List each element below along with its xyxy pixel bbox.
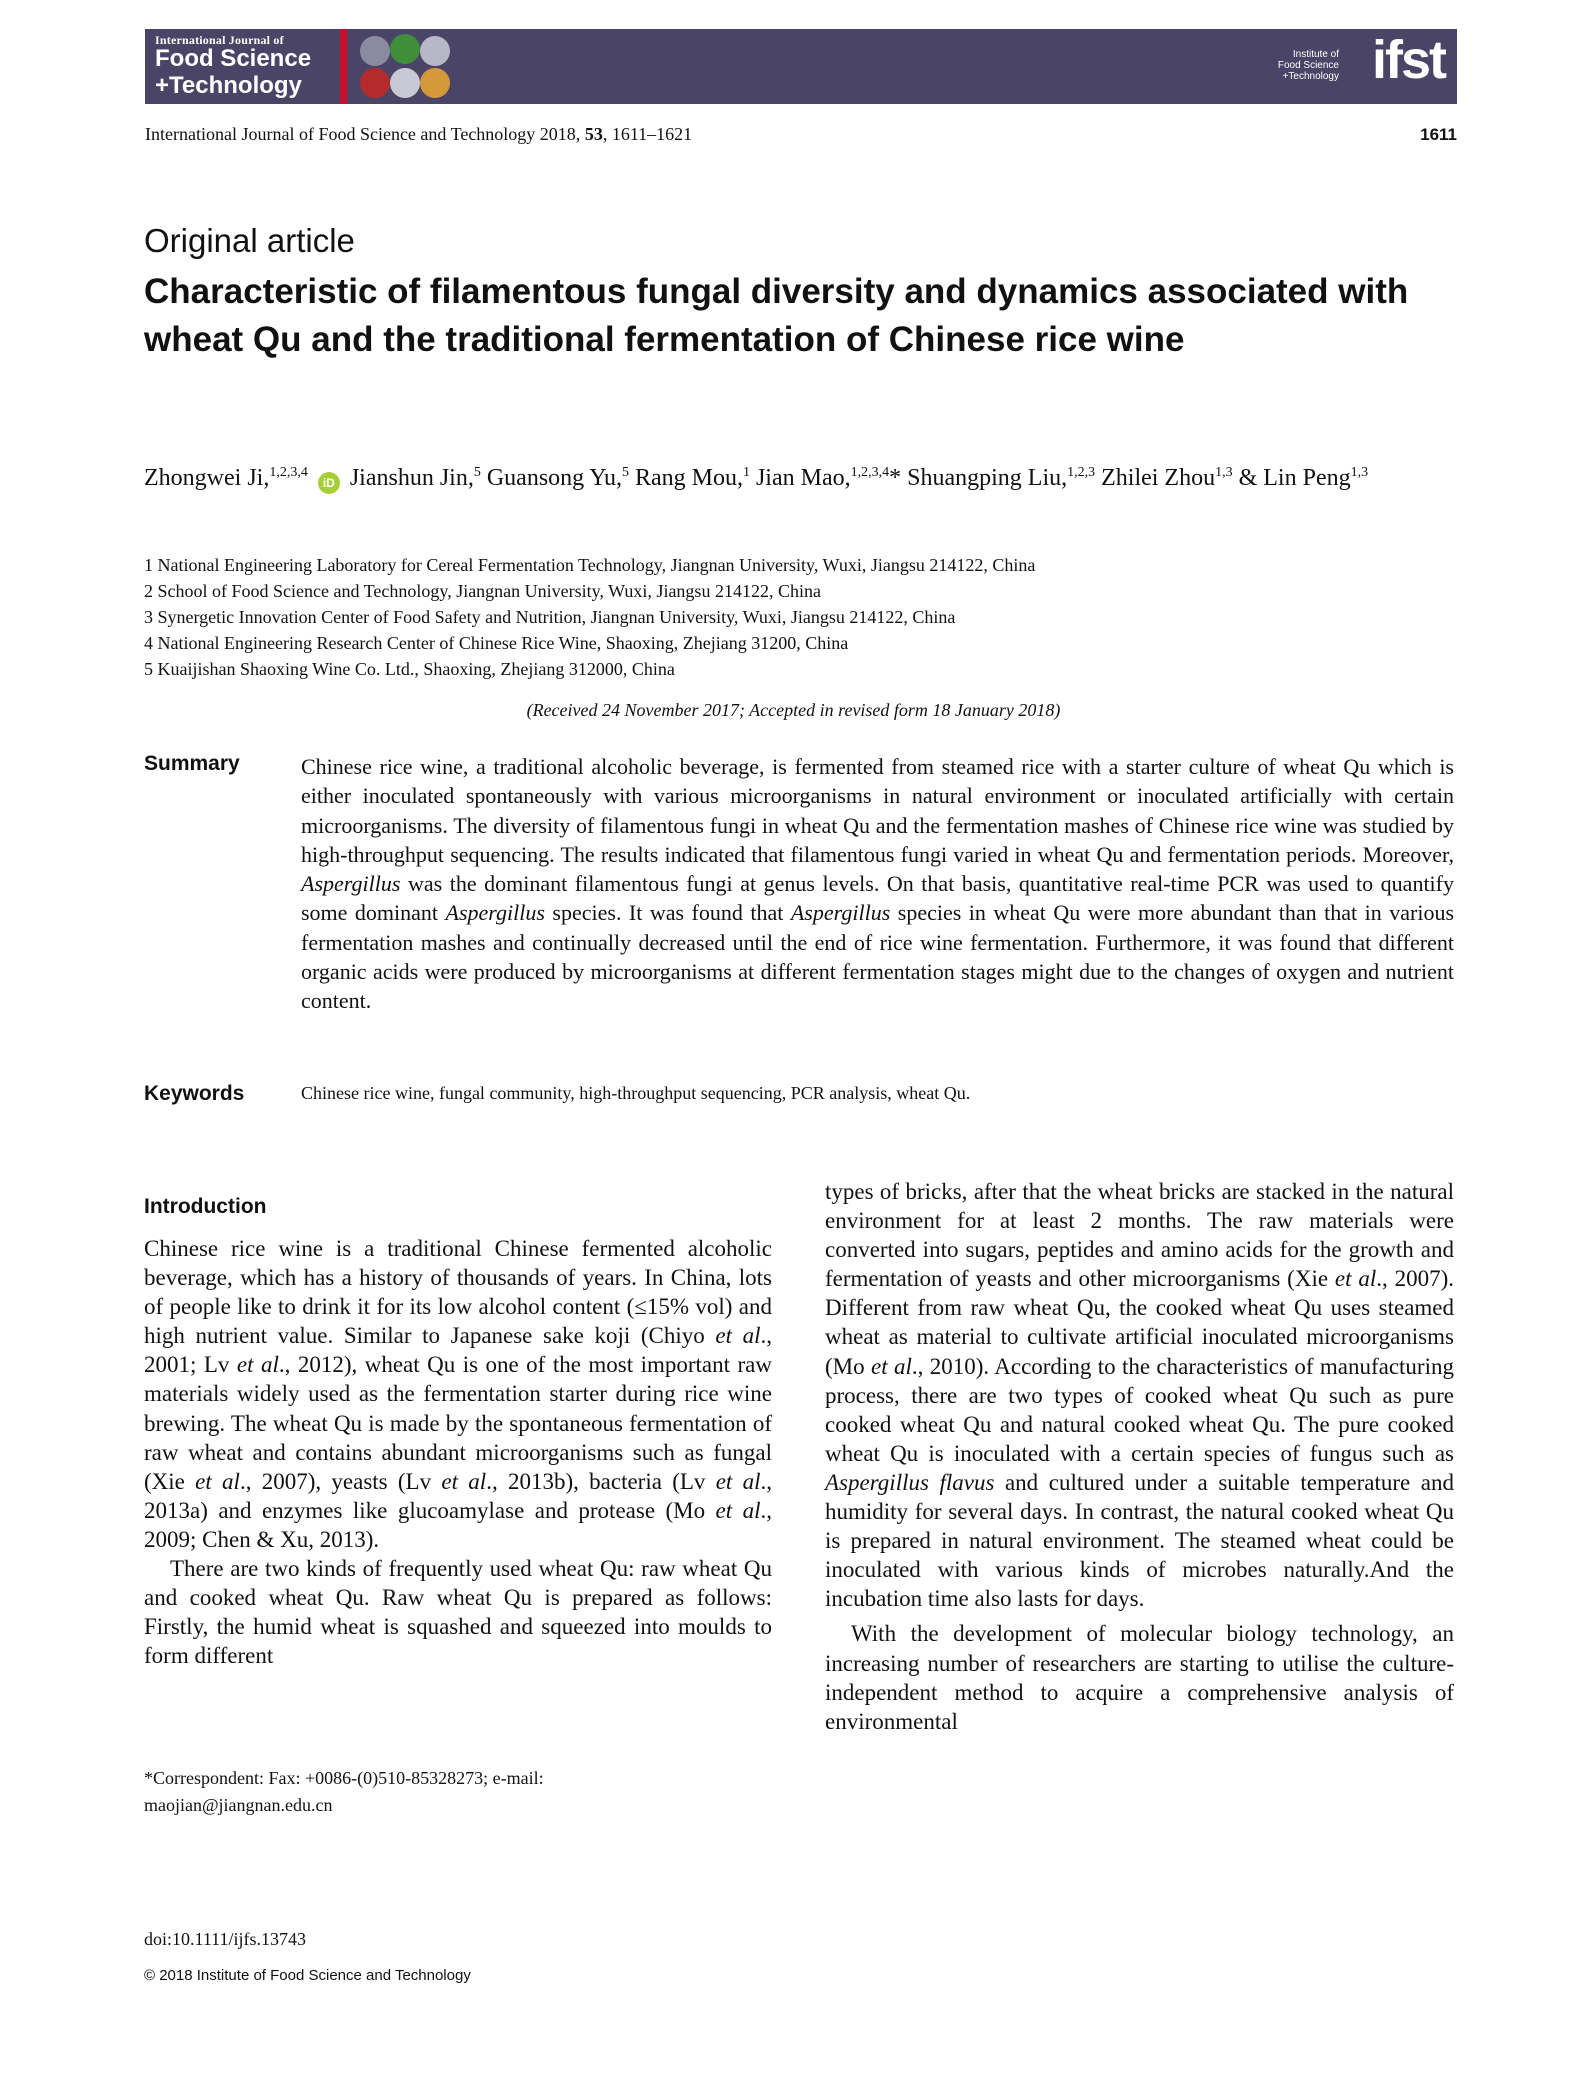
author[interactable]: & Lin Peng$^{1,3}$ bbox=[1238, 465, 1369, 491]
affiliation: 2 School of Food Science and Technology, Jiangnan University, Wuxi, Jiangsu 214122, China bbox=[144, 581, 821, 601]
author[interactable]: Jianshun Jin,$^5$ bbox=[349, 465, 481, 491]
ifst-logo-text: ifst bbox=[1372, 30, 1445, 90]
banner-red-bar bbox=[340, 29, 347, 104]
affiliation: 5 Kuaijishan Shaoxing Wine Co. Ltd., Shaoxing, Zhejiang 312000, China bbox=[144, 659, 675, 679]
paragraph: types of bricks, after that the wheat bricks are stacked in the natural environment for at least 2 months. The raw materials were converted into sugars, peptides and amino acids for the growth and fermentation of yeasts and other microorganisms (Xie et al., 2007). Different from raw wheat Qu, the cooked wheat Qu uses steamed wheat as material to cultivate artificial inoculated microorganisms (Mo et al., 2010). According to the characteristics of manufacturing process, there are two types of cooked wheat Qu such as pure cooked wheat Qu and natural cooked wheat Qu. The pure cooked wheat Qu is inoculated with a certain species of fungus such as Aspergillus flavus and cultured under a suitable temperature and humidity for several days. In contrast, the natural cooked wheat Qu is prepared in natural environment. The steamed wheat could be inoculated with various kinds of microbes naturally.And the incubation time also lasts for days. bbox=[825, 1179, 1454, 1612]
page-number: 1611 bbox=[1420, 125, 1457, 144]
affiliation: 3 Synergetic Innovation Center of Food Safety and Nutrition, Jiangnan University, Wuxi, Jiangsu 214122, China bbox=[144, 607, 956, 627]
article-type: Original article bbox=[144, 222, 355, 259]
author[interactable]: Rang Mou,$^1$ bbox=[634, 465, 750, 491]
author[interactable]: * Shuangping Liu,$^{1,2,3}$ bbox=[889, 465, 1096, 491]
running-volume: 53 bbox=[584, 124, 603, 144]
journal-logo-line2: Food Science bbox=[155, 45, 312, 72]
orcid-icon[interactable]: iD bbox=[318, 472, 340, 494]
affiliation: 1 National Engineering Laboratory for Cereal Fermentation Technology, Jiangnan University, Wuxi, Jiangsu 214122, China bbox=[144, 555, 1036, 575]
author[interactable]: Jian Mao,$^{1,2,3,4}$ bbox=[755, 465, 890, 491]
article-title: Characteristic of filamentous fungal diversity and dynamics associated with wheat Qu and the traditional fermentation of Chinese rice wine bbox=[144, 272, 1409, 359]
running-journal: International Journal of Food Science and Technology 2018, bbox=[145, 124, 585, 144]
received-dates: (Received 24 November 2017; Accepted in revised form 18 January 2018) bbox=[526, 700, 1061, 720]
journal-logo bbox=[145, 29, 345, 104]
summary-label: Summary bbox=[144, 752, 240, 775]
author[interactable]: Zhongwei Ji,$^{1,2,3,4}$ bbox=[144, 465, 308, 491]
author[interactable]: Zhilei Zhou$^{1,3}$ bbox=[1101, 465, 1233, 491]
banner-food-images bbox=[360, 34, 460, 100]
keywords-label: Keywords bbox=[144, 1082, 245, 1105]
running-pages: , 1611–1621 bbox=[602, 124, 693, 144]
keywords-text: Chinese rice wine, fungal community, high-throughput sequencing, PCR analysis, wheat Qu. bbox=[301, 1083, 971, 1103]
journal-logo-line1: International Journal of bbox=[155, 33, 284, 47]
journal-logo-line3: +Technology bbox=[155, 72, 302, 99]
author-list bbox=[144, 463, 1444, 494]
paragraph: With the development of molecular biology technology, an increasing number of researchers are starting to utilise the culture-independent method to acquire a comprehensive analysis of environmental bbox=[825, 1621, 1454, 1734]
ifst-logo-small-text: Institute of Food Science +Technology bbox=[1277, 49, 1339, 82]
author[interactable]: Guansong Yu,$^5$ bbox=[486, 465, 629, 491]
section-heading-introduction: Introduction bbox=[144, 1195, 267, 1218]
affiliation: 4 National Engineering Research Center of Chinese Rice Wine, Shaoxing, Zhejiang 31200, China bbox=[144, 633, 849, 653]
right-column bbox=[825, 1177, 1454, 1736]
summary-text: Chinese rice wine, a traditional alcoholic beverage, is fermented from steamed rice with a starter culture of wheat Qu which is either inoculated spontaneously with various microorganisms in natural environment or inoculated artificially with certain microorganisms. The diversity of filamentous fungi in wheat Qu and the fermentation mashes of Chinese rice wine was studied by high-throughput sequencing. The results indicated that filamentous fungi varied in wheat Qu and fermentation periods. Moreover, Aspergillus was the dominant filamentous fungi at genus levels. On that basis, quantitative real-time PCR was used to quantify some dominant Aspergillus species. It was found that Aspergillus species in wheat Qu were more abundant than that in various fermentation mashes and continually decreased until the end of rice wine fermentation. Furthermore, it was found that different organic acids were produced by microorganisms at different fermentation stages might due to the changes of oxygen and nutrient content. bbox=[301, 754, 1455, 1014]
journal-banner bbox=[145, 29, 1457, 104]
left-column bbox=[144, 1234, 772, 1670]
copyright: © 2018 Institute of Food Science and Technology bbox=[144, 1967, 471, 1984]
affiliations bbox=[144, 552, 1035, 682]
doi[interactable]: doi:10.1111/ijfs.13743 bbox=[144, 1929, 306, 1949]
paragraph: Chinese rice wine is a traditional Chinese fermented alcoholic beverage, which has a history of thousands of years. In China, lots of people like to drink it for its low alcohol content (≤15% vol) and high nutrient value. Similar to Japanese sake koji (Chiyo et al., 2001; Lv et al., 2012), wheat Qu is one of the most important raw materials widely used as the fermentation starter during rice wine brewing. The wheat Qu is made by the spontaneous fermentation of raw wheat and contains abundant microorganisms such as fungal (Xie et al., 2007), yeasts (Lv et al., 2013b), bacteria (Lv et al., 2013a) and enzymes like glucoamylase and protease (Mo et al., 2009; Chen & Xu, 2013). bbox=[144, 1236, 772, 1552]
correspondent-note: *Correspondent: Fax: +0086-(0)510-85328273; e-mail: maojian@jiangnan.edu.cn bbox=[144, 1768, 544, 1815]
paragraph: There are two kinds of frequently used wheat Qu: raw wheat Qu and cooked wheat Qu. Raw wheat Qu is prepared as follows: Firstly, the humid wheat is squashed and squeezed into moulds to form different bbox=[144, 1556, 772, 1669]
ifst-logo bbox=[1277, 30, 1445, 97]
running-header bbox=[145, 124, 692, 145]
